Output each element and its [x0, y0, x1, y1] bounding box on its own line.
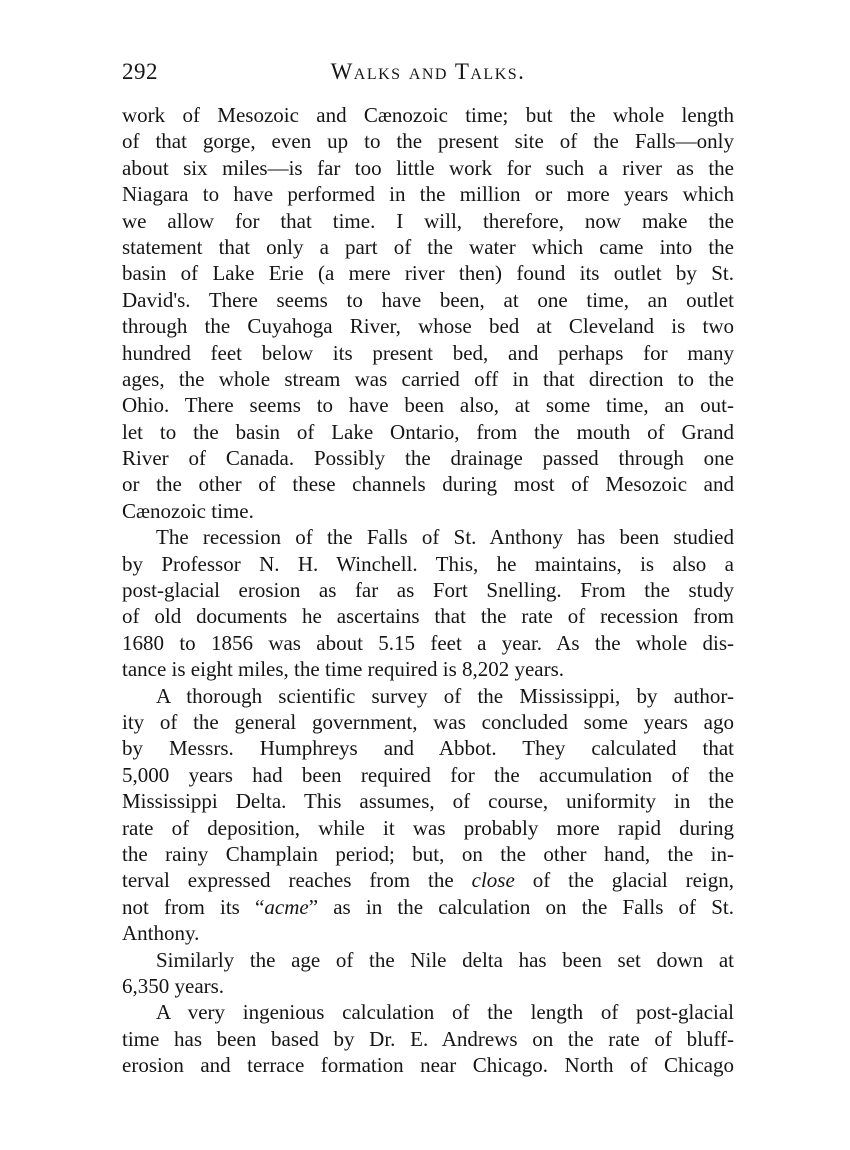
line-text: Niagara to have performed in the million or more years which [122, 182, 734, 207]
text-line [122, 815, 734, 841]
line-text: we allow for that time. I will, therefore, now make the [122, 208, 734, 233]
line-text: erosion and terrace formation near Chicago. North of Chicago [122, 1053, 734, 1078]
line-text: 1680 to 1856 was about 5.15 feet a year. As the whole dis- [122, 630, 734, 655]
line-text: ity of the general government, was concluded some years ago [122, 709, 734, 734]
text-line [122, 524, 734, 550]
line-text: Anthony. [122, 921, 200, 946]
line-text: 6,350 years. [122, 973, 225, 998]
line-text: work of Mesozoic and Cænozoic time; but the whole length [122, 103, 734, 127]
line-text: Similarly the age of the Nile delta has been set down at [156, 947, 734, 972]
text-line [122, 683, 734, 709]
line-text: rate of deposition, while it was probably more rapid during [122, 815, 734, 840]
text-line [122, 867, 734, 893]
text-line [122, 287, 734, 313]
line-text: the rainy Champlain period; but, on the other hand, the in- [122, 841, 734, 866]
text-line [122, 471, 734, 497]
line-text: River of Canada. Possibly the drainage passed through one [122, 446, 734, 471]
text-line [122, 656, 734, 682]
italic-text: close [471, 868, 515, 893]
line-text: ” as in the calculation on the Falls of St. [308, 894, 734, 919]
text-line [122, 841, 734, 867]
line-text: ages, the whole stream was carried off in that direction to the [122, 366, 734, 391]
text-line [122, 155, 734, 181]
line-text: The recession of the Falls of St. Anthony has been studied [156, 525, 734, 550]
text-line [122, 208, 734, 234]
text-line [122, 128, 734, 154]
line-text: Mississippi Delta. This assumes, of course, uniformity in the [122, 789, 734, 814]
text-line [122, 630, 734, 656]
text-line [122, 762, 734, 788]
text-line [122, 234, 734, 260]
text-line [122, 445, 734, 471]
text-line [122, 1052, 734, 1078]
text-line [122, 735, 734, 761]
text-line [122, 603, 734, 629]
text-line [122, 102, 734, 128]
line-text: of that gorge, even up to the present site of the Falls—only [122, 129, 734, 154]
line-text: let to the basin of Lake Ontario, from the mouth of Grand [122, 419, 734, 444]
book-page [122, 52, 734, 1078]
text-line [122, 392, 734, 418]
page-number: 292 [122, 59, 158, 84]
line-text: by Professor N. H. Winchell. This, he maintains, is also a [122, 551, 734, 576]
line-text: of the glacial reign, [514, 868, 734, 893]
text-line [122, 947, 734, 973]
line-text: 5,000 years had been required for the accumulation of the [122, 762, 734, 787]
text-line [122, 260, 734, 286]
line-text: Ohio. There seems to have been also, at some time, an out- [122, 393, 734, 418]
line-text: post-glacial erosion as far as Fort Snelling. From the study [122, 578, 734, 603]
text-line [122, 366, 734, 392]
text-line [122, 1026, 734, 1052]
line-text: hundred feet below its present bed, and perhaps for many [122, 340, 734, 365]
line-text: terval expressed reaches from the [122, 868, 472, 893]
running-title: Walks and Talks. [330, 59, 526, 84]
line-text: A very ingenious calculation of the length of post-glacial [156, 1000, 734, 1025]
text-line [122, 181, 734, 207]
line-text: David's. There seems to have been, at one time, an outlet [122, 287, 734, 312]
text-line [122, 313, 734, 339]
body-text [122, 102, 734, 1078]
text-line [122, 498, 734, 524]
text-line [122, 551, 734, 577]
line-text: about six miles—is far too little work for such a river as the [122, 155, 734, 180]
text-line [122, 999, 734, 1025]
line-text: basin of Lake Erie (a mere river then) found its outlet by St. [122, 261, 734, 286]
line-text: by Messrs. Humphreys and Abbot. They calculated that [122, 736, 734, 761]
line-text: statement that only a part of the water which came into the [122, 234, 734, 259]
line-text: or the other of these channels during most of Mesozoic and [122, 472, 734, 497]
line-text: Cænozoic time. [122, 498, 254, 523]
italic-text: acme [264, 894, 309, 919]
line-text: not from its “ [122, 894, 265, 919]
running-head [122, 52, 734, 92]
text-line [122, 920, 734, 946]
text-line [122, 788, 734, 814]
text-line [122, 973, 734, 999]
text-line [122, 894, 734, 920]
line-text: tance is eight miles, the time required is 8,202 years. [122, 657, 565, 682]
line-text: through the Cuyahoga River, whose bed at Cleveland is two [122, 314, 734, 339]
line-text: time has been based by Dr. E. Andrews on the rate of bluff- [122, 1026, 734, 1051]
text-line [122, 340, 734, 366]
text-line [122, 709, 734, 735]
line-text: A thorough scientific survey of the Mississippi, by author- [156, 683, 734, 708]
text-line [122, 419, 734, 445]
text-line [122, 577, 734, 603]
line-text: of old documents he ascertains that the rate of recession from [122, 604, 734, 629]
